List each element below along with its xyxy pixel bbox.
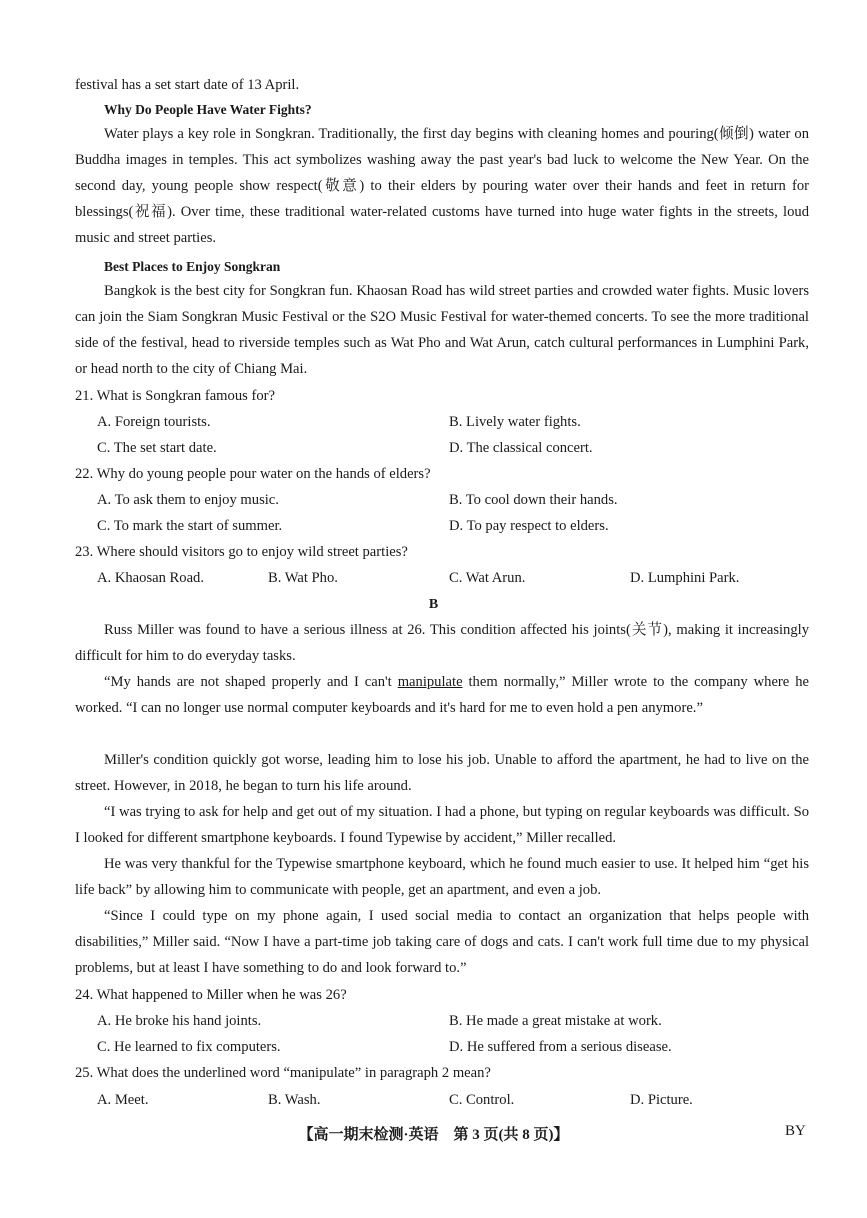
- question-24-option-d[interactable]: D. He suffered from a serious disease.: [449, 1039, 672, 1055]
- paragraph-text: “I was trying to ask for help and get out of my situation. I had a phone, but typing on regular keyboards was difficult. So I looked for different smartphone keyboards. I found Typewise by accident,” Miller recalled.: [75, 804, 809, 846]
- paragraph-text-after: them normally,” Miller wrote to the company where he worked. “I can no longer use normal computer keyboards and it's hard for me to even hold a pen anymore.”: [75, 674, 809, 716]
- paragraph-bangkok: [75, 278, 809, 382]
- paragraph-b4: [75, 799, 809, 851]
- question-21-option-b[interactable]: B. Lively water fights.: [449, 414, 581, 430]
- paragraph-text: Russ Miller was found to have a serious illness at 26. This condition affected his joints(关节), making it increasingly difficult for him to do everyday tasks.: [75, 622, 809, 664]
- question-25-option-a[interactable]: A. Meet.: [97, 1092, 149, 1108]
- passage-a-tail-line: festival has a set start date of 13 April.: [75, 77, 300, 93]
- question-24-stem: 24. What happened to Miller when he was 26?: [75, 987, 347, 1003]
- section-b-label: B: [428, 597, 439, 612]
- question-24-option-b[interactable]: B. He made a great mistake at work.: [449, 1013, 662, 1029]
- footer-code: BY: [785, 1123, 806, 1139]
- question-22-option-d[interactable]: D. To pay respect to elders.: [449, 518, 609, 534]
- paragraph-b6: [75, 903, 809, 981]
- question-24-option-a[interactable]: A. He broke his hand joints.: [97, 1013, 262, 1029]
- question-23-stem: 23. Where should visitors go to enjoy wild street parties?: [75, 544, 408, 560]
- question-22-stem: 22. Why do young people pour water on the hands of elders?: [75, 466, 431, 482]
- question-22-option-a[interactable]: A. To ask them to enjoy music.: [97, 492, 279, 508]
- paragraph-text: “Since I could type on my phone again, I used social media to contact an organization that helps people with disabilities,” Miller said. “Now I have a part-time job taking care of dogs and cats. I can't work full time due to my physical problems, but at least I have something to do and look forward to.”: [75, 908, 809, 976]
- heading-why-water-fights: Why Do People Have Water Fights?: [104, 102, 312, 117]
- question-23-option-b[interactable]: B. Wat Pho.: [268, 570, 338, 586]
- question-25-option-d[interactable]: D. Picture.: [630, 1092, 693, 1108]
- page-footer: 【高一期末检测·英语 第 3 页(共 8 页)】: [298, 1127, 569, 1143]
- question-21-option-c[interactable]: C. The set start date.: [97, 440, 217, 456]
- paragraph-text-before: “My hands are not shaped properly and I can't: [104, 674, 398, 690]
- question-23-option-a[interactable]: A. Khaosan Road.: [97, 570, 205, 586]
- question-25-stem: 25. What does the underlined word “manipulate” in paragraph 2 mean?: [75, 1065, 491, 1081]
- paragraph-b5: [75, 851, 809, 903]
- question-21-option-a[interactable]: A. Foreign tourists.: [97, 414, 211, 430]
- question-23-option-d[interactable]: D. Lumphini Park.: [630, 570, 740, 586]
- heading-best-places: Best Places to Enjoy Songkran: [104, 259, 281, 274]
- question-22-option-b[interactable]: B. To cool down their hands.: [449, 492, 618, 508]
- question-21-stem: 21. What is Songkran famous for?: [75, 388, 275, 404]
- paragraph-b2: [75, 669, 809, 721]
- question-22-option-c[interactable]: C. To mark the start of summer.: [97, 518, 283, 534]
- question-21-option-d[interactable]: D. The classical concert.: [449, 440, 593, 456]
- paragraph-water-role: [75, 121, 809, 251]
- paragraph-b1: [75, 617, 809, 669]
- paragraph-b3: [75, 747, 809, 799]
- question-24-option-c[interactable]: C. He learned to fix computers.: [97, 1039, 281, 1055]
- question-25-option-c[interactable]: C. Control.: [449, 1092, 515, 1108]
- paragraph-text: Water plays a key role in Songkran. Traditionally, the first day begins with cleaning homes and pouring(倾倒) water on Buddha images in temples. This act symbolizes washing away the past year's bad luck to welcome the New Year. On the second day, young people show respect(敬意) to their elders by pouring water over their hands and feet in return for blessings(祝福). Over time, these traditional water-related customs have turned into huge water fights in the streets, loud music and street parties.: [75, 126, 809, 246]
- paragraph-text: He was very thankful for the Typewise smartphone keyboard, which he found much easier to use. It helped him “get his life back” by allowing him to communicate with people, get an apartment, and even a job.: [75, 856, 809, 898]
- underlined-word: manipulate: [397, 674, 463, 690]
- paragraph-text: Miller's condition quickly got worse, leading him to lose his job. Unable to afford the apartment, he had to live on the street. However, in 2018, he began to turn his life around.: [75, 752, 809, 794]
- paragraph-text: Bangkok is the best city for Songkran fun. Khaosan Road has wild street parties and crowded water fights. Music lovers can join the Siam Songkran Music Festival or the S2O Music Festival for water-themed concerts. To see the more traditional side of the festival, head to riverside temples such as Wat Pho and Wat Arun, catch cultural performances in Lumphini Park, or head north to the city of Chiang Mai.: [75, 283, 809, 377]
- question-25-option-b[interactable]: B. Wash.: [268, 1092, 321, 1108]
- question-23-option-c[interactable]: C. Wat Arun.: [449, 570, 526, 586]
- paragraph-text: [75, 669, 809, 721]
